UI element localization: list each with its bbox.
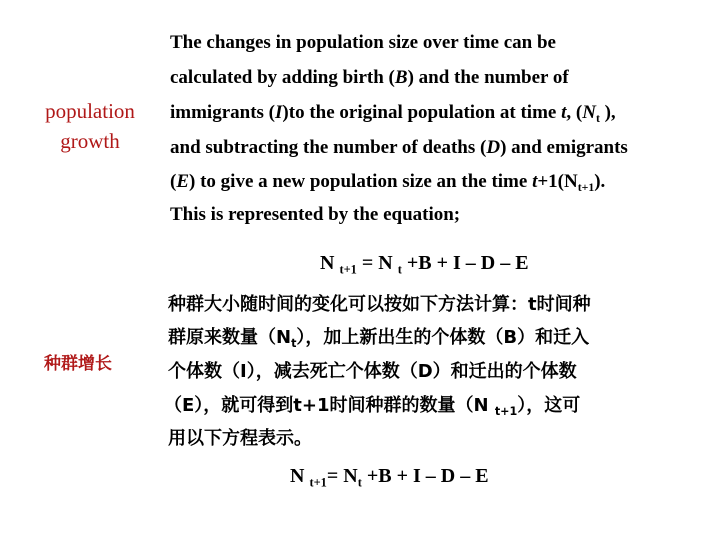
eq-subscript: t+1: [309, 475, 327, 490]
subscript-t-plus-1: t+1: [577, 181, 595, 195]
eq-subscript: t+1: [339, 262, 357, 277]
text-run: ) and emigrants: [500, 137, 628, 158]
english-line-4: [170, 136, 628, 160]
text-run: and subtracting the number of deaths (: [170, 137, 487, 158]
term-population-growth: population growth: [45, 99, 135, 153]
symbol-t: t: [561, 102, 567, 123]
english-line-5: [170, 170, 605, 194]
eq-term: = N: [356, 252, 398, 274]
english-line-1-text: The changes in population size over time can be: [170, 32, 556, 53]
english-line-3: [170, 101, 616, 125]
symbol-n: N: [582, 102, 596, 123]
text-run: （E），就可得到t+1时间种群的数量（N: [164, 395, 495, 416]
english-line-6-text: This is represented by the equation;: [170, 204, 461, 225]
text-run: ) to give a new population size an the time: [189, 171, 533, 192]
chinese-line-2: [168, 327, 589, 349]
chinese-line-1: [168, 294, 591, 316]
chinese-line-3-text: 个体数（I），减去死亡个体数（D）和迁出的个体数: [168, 361, 577, 382]
eq-subscript: t: [397, 262, 402, 277]
eq-term: N: [290, 465, 310, 487]
term-chinese: 种群增长: [44, 354, 112, 374]
subscript-t-plus-1: t+1: [494, 404, 518, 418]
text-run: ），加上新出生的个体数（B）和迁入: [296, 327, 590, 348]
text-run: ) and the number of: [407, 67, 569, 88]
symbol-i: I: [275, 102, 283, 123]
eq-term: +B + I – D – E: [361, 465, 489, 487]
chinese-equation: [290, 463, 489, 489]
english-line-1: [170, 31, 556, 55]
eq-term: N: [320, 252, 340, 274]
text-run: immigrants (: [170, 102, 276, 123]
eq-term: +B + I – D – E: [401, 252, 529, 274]
english-equation: [320, 250, 529, 276]
text-run: +1(N: [537, 171, 578, 192]
subscript-t: t: [291, 336, 297, 350]
chinese-line-5: [168, 428, 312, 450]
symbol-t: t: [532, 171, 538, 192]
english-line-2: [170, 66, 569, 90]
eq-term: = N: [326, 465, 358, 487]
chinese-line-4: [164, 395, 580, 417]
english-line-6: [170, 203, 460, 227]
eq-subscript: t: [357, 475, 362, 490]
text-run: ),: [599, 102, 616, 123]
text-run: )to the original population at time: [282, 102, 562, 123]
symbol-b: B: [394, 67, 408, 88]
chinese-line-3: [168, 361, 577, 383]
subscript-t: t: [595, 112, 600, 126]
chinese-line-1-text: 种群大小随时间的变化可以按如下方法计算：t时间种: [168, 294, 591, 315]
text-run: 群原来数量（N: [168, 327, 292, 348]
text-run: calculated by adding birth (: [170, 67, 395, 88]
symbol-d: D: [486, 137, 501, 158]
text-run: ），这可: [517, 395, 581, 416]
chinese-line-5-text: 用以下方程表示。: [168, 428, 312, 449]
symbol-e: E: [176, 171, 190, 192]
text-run: , (: [566, 102, 583, 123]
text-run: ).: [594, 171, 606, 192]
text-run: (: [170, 171, 177, 192]
